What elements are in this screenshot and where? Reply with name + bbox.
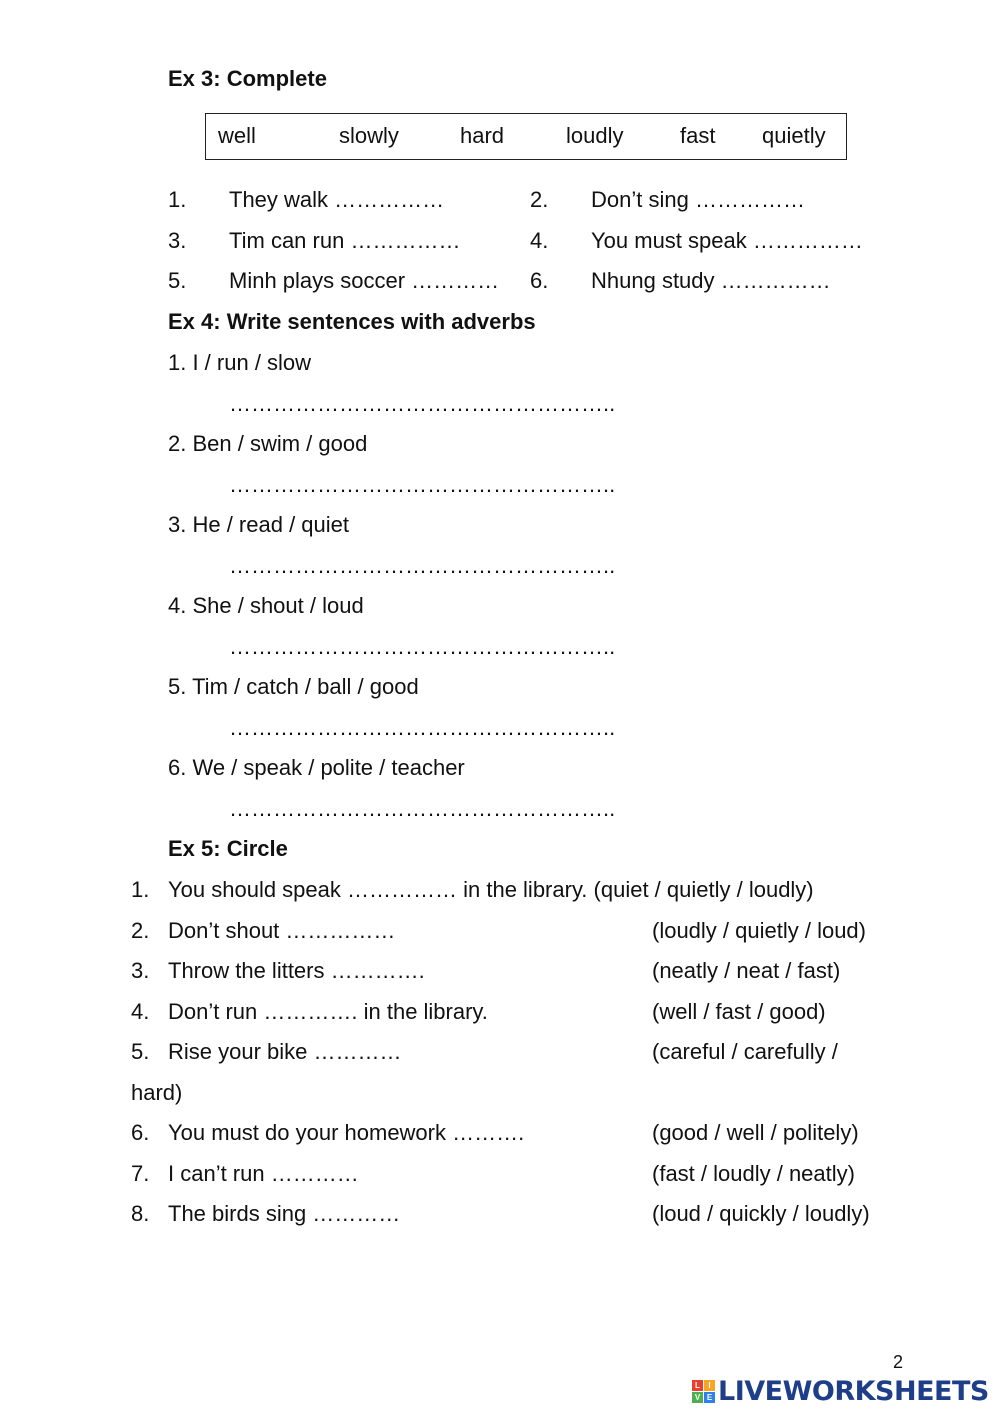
ex3-item-number: 2. <box>530 187 549 212</box>
logo-letter: I <box>704 1380 715 1391</box>
ex5-item-text: Rise your bike ………… <box>168 1039 402 1064</box>
ex4-title: Ex 4: Write sentences with adverbs <box>168 309 536 334</box>
ex5-item-number: 3. <box>131 958 150 983</box>
ex3-item-text: You must speak …………… <box>591 228 863 253</box>
ex5-item-options[interactable]: (loud / quickly / loudly) <box>652 1201 870 1226</box>
ex5-item-number: 8. <box>131 1201 150 1226</box>
ex5-item-text: You should speak …………… in the library. (quiet / quietly / loudly) <box>168 877 814 902</box>
ex3-item-number: 3. <box>168 228 187 253</box>
ex5-item-options[interactable]: (good / well / politely) <box>652 1120 859 1145</box>
word-bank-word: slowly <box>339 123 399 148</box>
word-bank-box <box>205 113 847 160</box>
logo-letter: L <box>692 1380 703 1391</box>
ex3-item-text: They walk …………… <box>229 187 445 212</box>
ex5-item-number: 2. <box>131 918 150 943</box>
word-bank-word: quietly <box>762 123 826 148</box>
logo-letter: V <box>692 1392 703 1403</box>
ex4-prompt: 2. Ben / swim / good <box>168 431 368 456</box>
ex5-item-number: 1. <box>131 877 150 902</box>
word-bank-word: fast <box>680 123 716 148</box>
ex5-item-text: The birds sing ………… <box>168 1201 401 1226</box>
ex5-item-options[interactable]: (neatly / neat / fast) <box>652 958 841 983</box>
ex5-item-options[interactable]: (careful / carefully / <box>652 1039 838 1064</box>
ex4-prompt: 4. She / shout / loud <box>168 593 364 618</box>
liveworksheets-logo[interactable] <box>692 1374 989 1408</box>
ex3-item-number: 4. <box>530 228 549 253</box>
page-number: 2 <box>893 1352 904 1372</box>
ex3-item-number: 5. <box>168 268 187 293</box>
ex5-item-number: 5. <box>131 1039 150 1064</box>
ex4-prompt: 5. Tim / catch / ball / good <box>168 674 419 699</box>
word-bank-word: hard <box>460 123 505 148</box>
ex4-answer-line[interactable]: …………………………………………….. <box>229 715 616 740</box>
ex4-prompt: 6. We / speak / polite / teacher <box>168 755 465 780</box>
ex3-title: Ex 3: Complete <box>168 66 327 91</box>
logo-mark-icon <box>692 1380 715 1403</box>
ex5-item-text: You must do your homework ………. <box>168 1120 525 1145</box>
ex5-item-text: I can’t run ………… <box>168 1161 359 1186</box>
ex4-answer-line[interactable]: …………………………………………….. <box>229 472 616 497</box>
ex5-title: Ex 5: Circle <box>168 836 288 861</box>
ex3-item-number: 6. <box>530 268 549 293</box>
ex4-answer-line[interactable]: …………………………………………….. <box>229 796 616 821</box>
ex3-item-text: Nhung study …………… <box>591 268 831 293</box>
ex4-answer-line[interactable]: …………………………………………….. <box>229 634 616 659</box>
ex3-item-number: 1. <box>168 187 187 212</box>
ex5-item-number: 4. <box>131 999 150 1024</box>
ex5-item-options-wrap[interactable]: hard) <box>131 1080 183 1105</box>
ex5-item-options[interactable]: (loudly / quietly / loud) <box>652 918 866 943</box>
ex5-item-text: Throw the litters …………. <box>168 958 425 983</box>
ex5-item-number: 7. <box>131 1161 150 1186</box>
ex3-item-text: Minh plays soccer ………… <box>229 268 500 293</box>
ex5-item-number: 6. <box>131 1120 150 1145</box>
ex4-answer-line[interactable]: …………………………………………….. <box>229 553 616 578</box>
logo-text: LIVEWORKSHEETS <box>718 1375 989 1407</box>
ex3-item-text: Don’t sing …………… <box>591 187 805 212</box>
ex3-item-text: Tim can run …………… <box>229 228 461 253</box>
logo-letter: E <box>704 1392 715 1403</box>
ex5-item-text: Don’t run …………. in the library. <box>168 999 488 1024</box>
ex5-item-text: Don’t shout …………… <box>168 918 396 943</box>
word-bank-word: well <box>218 123 256 148</box>
ex4-prompt: 3. He / read / quiet <box>168 512 349 537</box>
ex5-item-options[interactable]: (well / fast / good) <box>652 999 826 1024</box>
ex4-answer-line[interactable]: …………………………………………….. <box>229 391 616 416</box>
ex4-prompt: 1. I / run / slow <box>168 350 312 375</box>
word-bank-word: loudly <box>566 123 624 148</box>
ex5-item-options[interactable]: (fast / loudly / neatly) <box>652 1161 855 1186</box>
